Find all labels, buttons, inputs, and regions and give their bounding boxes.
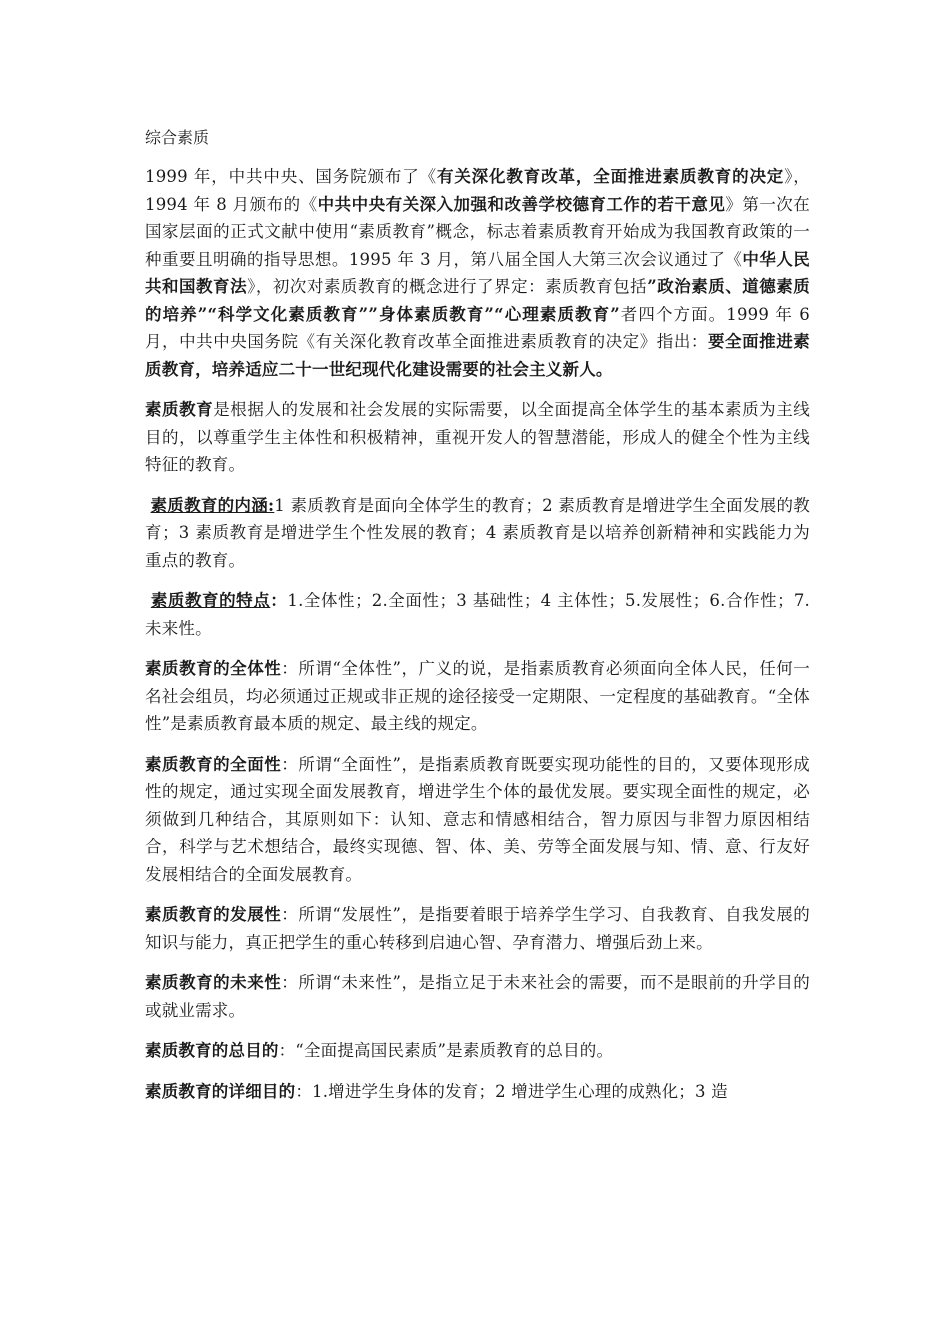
text-run: 》，1994 年 8 月颁布的《: [145, 167, 810, 214]
underlined-term: 素质教育的特点: [150, 591, 271, 610]
term-label: 素质教育的全面性: [145, 754, 282, 774]
document-heading: 综合素质: [145, 128, 210, 147]
bold-run: 中华人民共和国教育法: [145, 249, 810, 296]
text-run: ：1.增进学生身体的发育；2 增进学生心理的成熟化；3 造: [295, 1081, 728, 1101]
colon: ：: [270, 591, 288, 610]
paragraph-definition: [145, 396, 810, 479]
paragraph-features: [145, 587, 810, 642]
text-run: ：“全面提高国民素质”是素质教育的总目的。: [278, 1041, 614, 1060]
paragraph-general-goal: [145, 1037, 810, 1065]
underlined-term: 素质教育的内涵:: [150, 495, 275, 515]
bold-run: 中共中央有关深入加强和改善学校德育工作的若干意见: [317, 194, 726, 214]
paragraph-development: [145, 901, 810, 956]
term-label: 素质教育的发展性: [145, 905, 282, 924]
term-label: [151, 591, 288, 610]
paragraph-universality: [145, 655, 810, 738]
bold-run: 有关深化教育改革，全面推进素质教育的决定: [436, 167, 785, 186]
term-label: 素质教育: [145, 400, 214, 419]
term-label: 素质教育的全体性: [145, 659, 282, 678]
term-label: 素质教育的总目的: [145, 1041, 279, 1060]
paragraph-connotation: [145, 492, 810, 575]
text-run: 1999 年，中共中央、国务院颁布了《: [145, 167, 437, 186]
text-run: ：所谓“全面性”，是指素质教育既要实现功能性的目的，又要体现形成性的规定，通过实现全面发展教育，增进学生个体的最优发展。要实现全面性的规定，必须做到几种结合，其原则如下：认知、意志和情感相结合，智力原因与非智力原因相结合，科学与艺术想结合，最终实现德、智、体、美、劳等全面发展与知、情、意、行友好发展相结合的全面发展教育。: [145, 754, 810, 884]
text-run: 1 素质教育是面向全体学生的教育；2 素质教育是增进学生全面发展的教育；3 素质教育是增进学生个性发展的教育；4 素质教育是以培养创新精神和实践能力为重点的教育。: [145, 495, 810, 570]
term-label: 素质教育的详细目的: [145, 1081, 296, 1101]
paragraph-future: [145, 969, 810, 1024]
bold-run: ”政治素质、道德素质的培养”“科学文化素质教育””身体素质教育”“心理素质教育”: [145, 277, 811, 324]
text-run: 是根据人的发展和社会发展的实际需要，以全面提高全体学生的基本素质为主线目的，以尊重学生主体性和积极精神，重视开发人的智慧潜能，形成人的健全个性为主线特征的教育。: [145, 400, 810, 474]
bold-run: 要全面推进素质教育，培养适应二十一世纪现代化建设需要的社会主义新人。: [145, 332, 811, 379]
text-run: 者四个方面。1999 年 6 月，中共中央国务院《有关深化教育改革全面推进素质教育的决定》指出：: [145, 304, 810, 351]
text-run: 1.全体性；2.全面性；3 基础性；4 主体性；5.发展性；6.合作性；7.未来性。: [145, 591, 810, 638]
text-run: 》第一次在国家层面的正式文献中使用“素质教育”概念，标志着素质教育开始成为我国教育政策的一种重要且明确的指导思想。1995 年 3 月，第八届全国人大第三次会议通过了《: [145, 194, 810, 269]
paragraph-comprehensiveness: [145, 751, 810, 889]
document-body: [145, 125, 810, 1118]
text-run: ：所谓“发展性”，是指要着眼于培养学生学习、自我教育、自我发展的知识与能力，真正把学生的重心转移到启迪心智、孕育潜力、增强后劲上来。: [145, 905, 810, 952]
text-run: 》，初次对素质教育的概念进行了界定：素质教育包括: [247, 277, 648, 296]
text-run: ：所谓“未来性”，是指立足于未来社会的需要，而不是眼前的升学目的或就业需求。: [145, 973, 810, 1020]
paragraph-history: [145, 163, 810, 383]
paragraph-detailed-goals: [145, 1078, 810, 1106]
term-label: 素质教育的未来性: [145, 973, 282, 992]
term-label: [151, 496, 275, 515]
text-run: ：所谓“全体性”，广义的说，是指素质教育必须面向全体人民，任何一名社会组员，均必须通过正规或非正规的途径接受一定期限、一定程度的基础教育。“全体性”是素质教育最本质的规定、最主线的规定。: [145, 659, 810, 733]
